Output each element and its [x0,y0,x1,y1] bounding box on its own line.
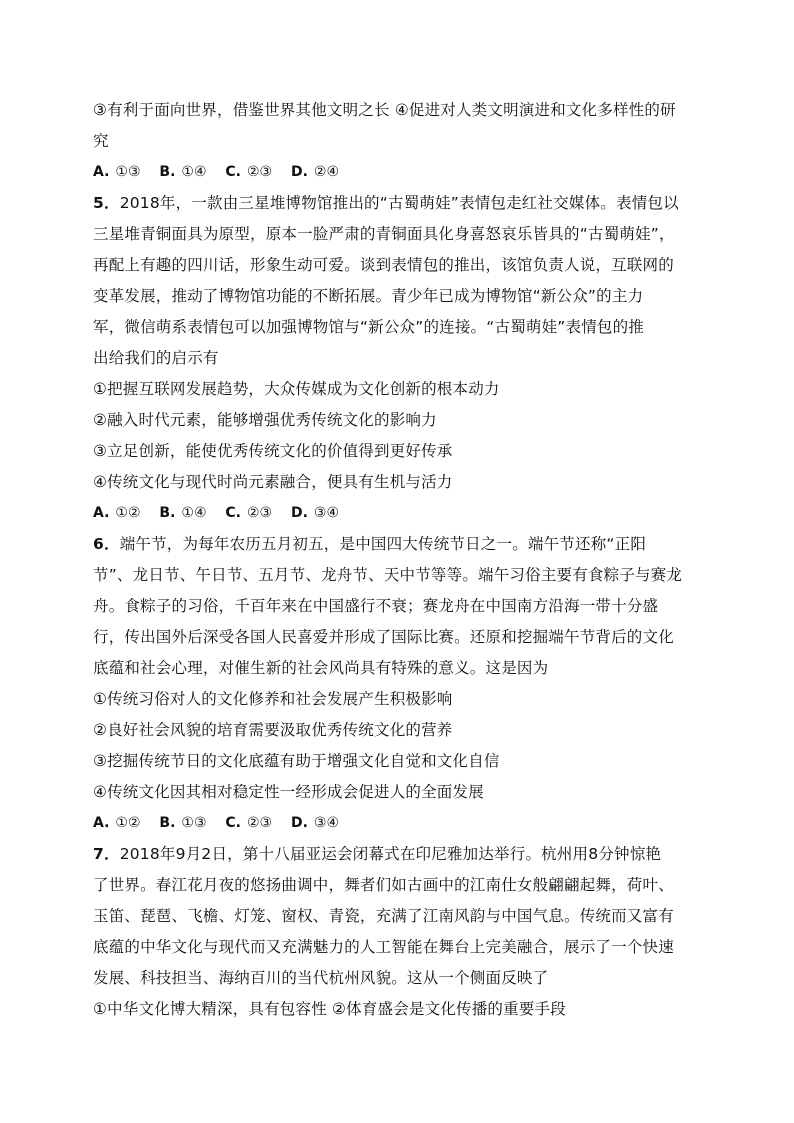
option-d: ③④ [313,815,340,831]
option-c-label: C. [225,815,241,831]
q7-stem-line: 发展、科技担当、海纳百川的当代杭州风貌。这从一个侧面反映了 [93,969,549,987]
q5-stem-line [93,188,705,219]
q5-stem-line: 变革发展，推动了博物馆功能的不断拓展。青少年已成为博物馆“新公众”的主力 [93,287,644,305]
option-a: ①③ [115,164,141,180]
q4-options [93,157,705,188]
question-number: 7． [93,845,120,863]
option-b: ①③ [181,815,207,831]
q7-stem-line: 底蕴的中华文化与现代而又充满魅力的人工智能在舞台上完美融合，展示了一个快速 [93,938,674,956]
q5-stem-text: 2018年，一款由三星堆博物馆推出的“古蜀萌娃”表情包走红社交媒体。表情包以 [119,194,679,212]
q7-stem-line: 玉笛、琵琶、飞檐、灯笼、窗权、青瓷，充满了江南风韵与中国气息。传统而又富有 [93,907,674,925]
option-d-label: D. [290,505,308,521]
option-b-label: B. [159,505,176,521]
option-d-label: D. [290,815,308,831]
option-c-label: C. [225,164,241,180]
q5-options [93,498,705,529]
q6-options [93,808,705,839]
option-d: ②④ [313,164,340,180]
option-c: ②③ [246,505,273,521]
q4-item-line: ③有利于面向世界，借鉴世界其他文明之长 ④促进对人类文明演进和文化多样性的研 [93,101,676,119]
q7-item: ①中华文化博大精深，具有包容性 ②体育盛会是文化传播的重要手段 [93,1000,566,1018]
q4-item-line-cont: 究 [93,132,109,150]
option-b-label: B. [159,815,176,831]
q7-stem-line [93,839,705,870]
q7-stem-text: 2018年9月2日，第十八届亚运会闭幕式在印尼雅加达举行。杭州用8分钟惊艳 [119,845,662,863]
q5-stem-line: 三星堆青铜面具为原型，原本一脸严肃的青铜面具化身喜怒哀乐皆具的“古蜀萌娃”， [93,225,675,243]
option-b: ①④ [181,164,207,180]
option-a-label: A. [93,164,110,180]
q6-stem-line: 底蕴和社会心理，对催生新的社会风尚具有特殊的意义。这是因为 [93,659,549,677]
q6-stem-line [93,529,705,560]
option-d: ③④ [313,505,340,521]
q6-item: ③挖掘传统节日的文化底蕴有助于增强文化自觉和文化自信 [93,752,500,770]
q5-item: ③立足创新，能使优秀传统文化的价值得到更好传承 [93,442,453,460]
q5-stem-line: 再配上有趣的四川话，形象生动可爱。谈到表情包的推出，该馆负责人说，互联网的 [93,256,674,274]
question-number: 5． [93,194,120,212]
option-d-label: D. [290,164,308,180]
option-a-label: A. [93,505,110,521]
q6-stem-text: 端午节，为每年农历五月初五，是中国四大传统节日之一。端午节还称“正阳 [119,535,647,553]
option-a: ①② [115,815,141,831]
q5-item: ④传统文化与现代时尚元素融合，便具有生机与活力 [93,473,453,491]
option-a-label: A. [93,815,110,831]
option-c-label: C. [225,505,241,521]
question-number: 6． [93,535,120,553]
q5-stem-line: 军，微信萌系表情包可以加强博物馆与“新公众”的连接。“古蜀萌娃”表情包的推 [93,318,645,336]
q5-item: ①把握互联网发展趋势，大众传媒成为文化创新的根本动力 [93,380,500,398]
option-c: ②③ [246,815,273,831]
document-page [93,95,705,1025]
q6-item: ①传统习俗对人的文化修养和社会发展产生积极影响 [93,690,453,708]
q7-stem-line: 了世界。春江花月夜的悠扬曲调中，舞者们如古画中的江南仕女般翩翩起舞，荷叶、 [93,876,674,894]
q6-stem-line: 节”、龙日节、午日节、五月节、龙舟节、天中节等等。端午习俗主要有食粽子与赛龙 [93,566,683,584]
option-a: ①② [115,505,141,521]
option-c: ②③ [246,164,273,180]
q5-item: ②融入时代元素，能够增强优秀传统文化的影响力 [93,411,437,429]
q6-stem-line: 行，传出国外后深受各国人民喜爱并形成了国际比赛。还原和挖掘端午节背后的文化 [93,628,674,646]
q6-stem-line: 舟。食粽子的习俗，千百年来在中国盛行不衰；赛龙舟在中国南方沿海一带十分盛 [93,597,659,615]
q6-item: ④传统文化因其相对稳定性一经形成会促进人的全面发展 [93,783,484,801]
q5-stem-line: 出给我们的启示有 [93,349,219,367]
option-b: ①④ [181,505,207,521]
q6-item: ②良好社会风貌的培育需要汲取优秀传统文化的营养 [93,721,453,739]
option-b-label: B. [159,164,176,180]
